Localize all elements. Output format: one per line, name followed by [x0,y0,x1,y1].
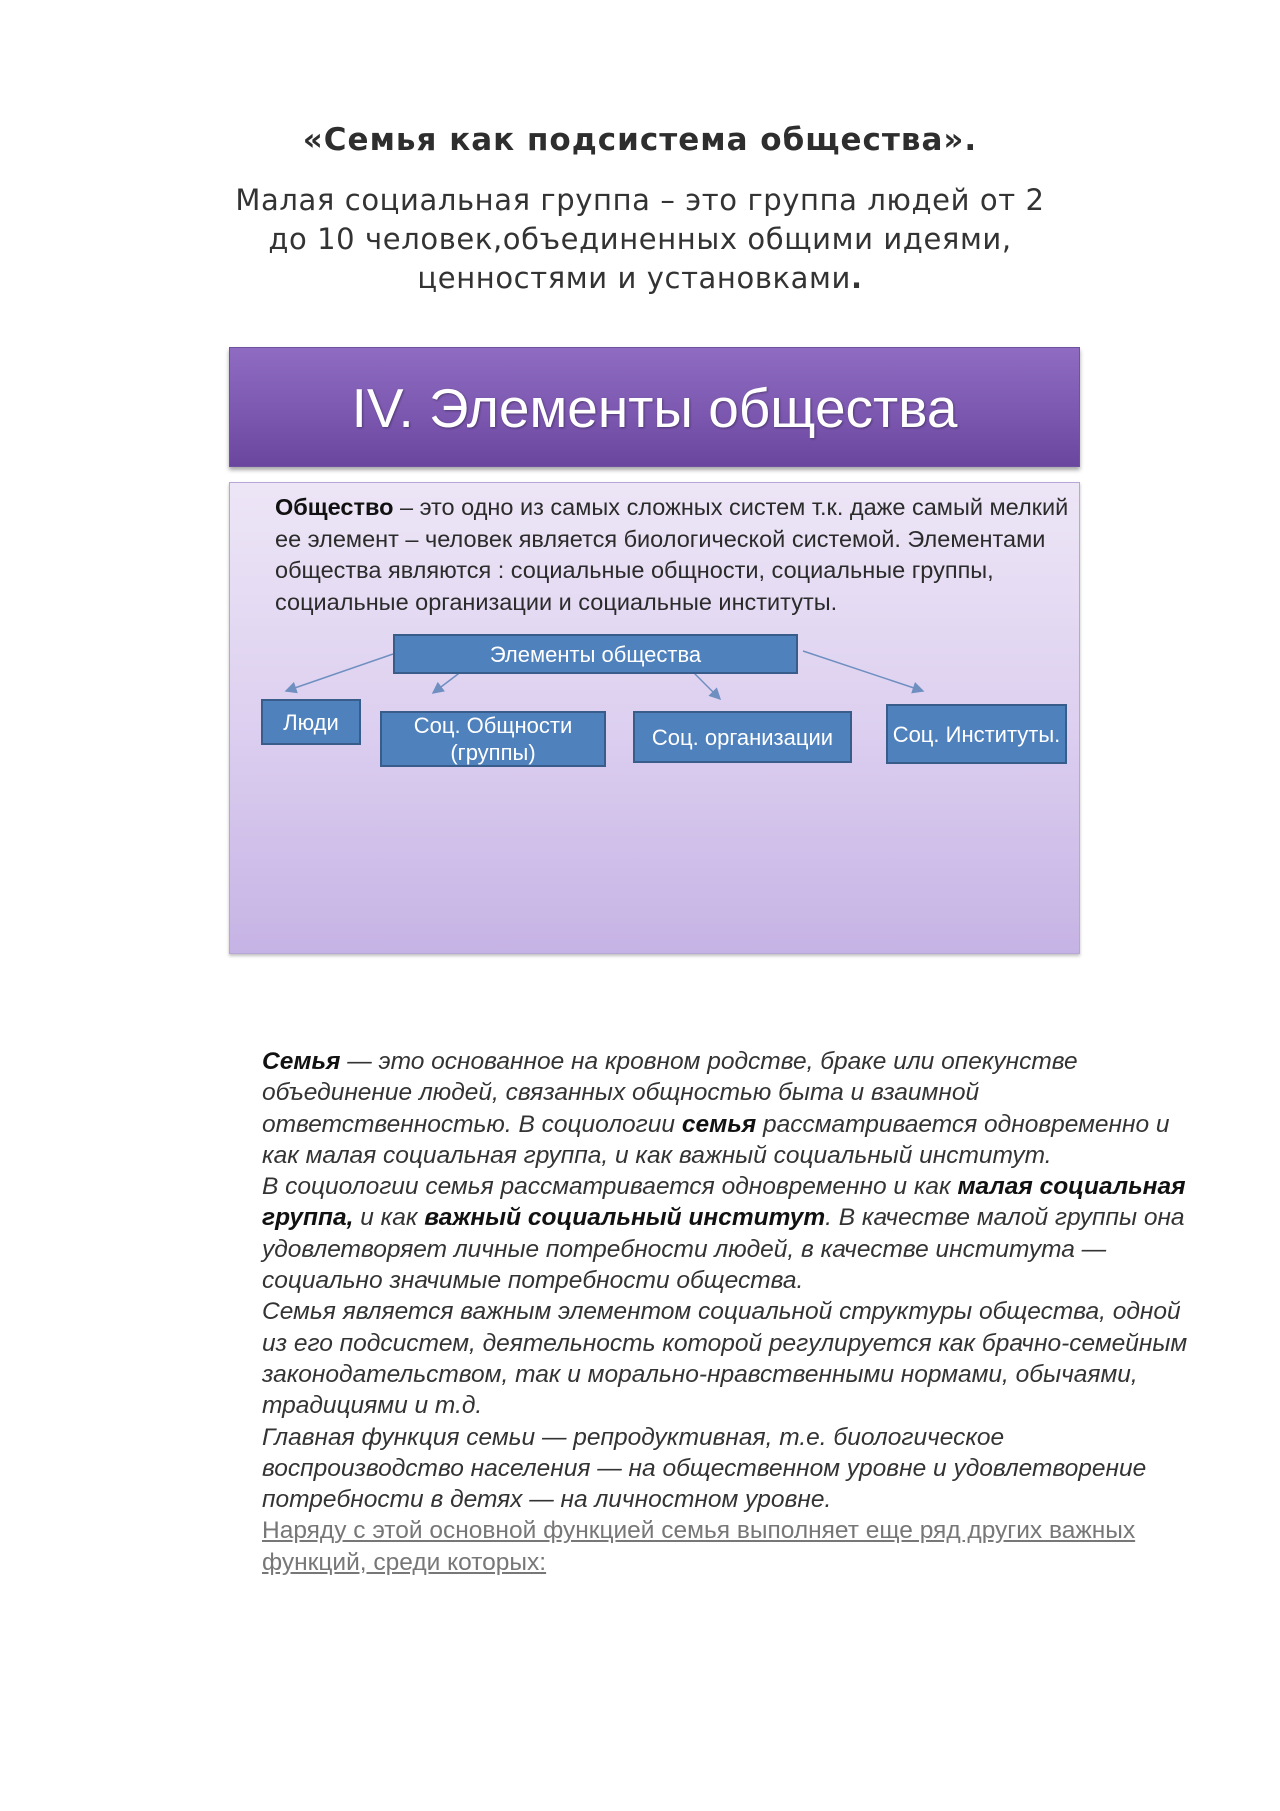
document-subtitle [225,181,1055,298]
document-title: «Семья как подсистема общества». [302,122,978,158]
subtitle-end: . [850,261,863,295]
diagram-node-organizations: Соц. организации [633,711,852,763]
diagram-node-people: Люди [261,699,361,745]
article-paragraph: Главная функция семьи — репродуктивная, т.е. биологическое воспроизводство населения — на общественном уровне и удовлетворение потребности в детях — на личностном уровне. [262,1423,1147,1514]
connector-line [692,671,720,699]
article-link[interactable]: Наряду с этой основной функцией семья выполняет еще ряд других важных функций, среди которых: [262,1517,1136,1576]
definition-text: – это одно из самых сложных систем т.к. даже самый мелкий ее элемент – человек является биологической системой. Элементами общества являются : социальные общности, социальные группы, социальные организации и социальные институты. [275,494,1069,615]
paragraph-text: и как [353,1204,425,1232]
diagram-node-communities: Соц. Общности (группы) [380,711,606,767]
article-paragraph: Семья является важным элементом социальной структуры общества, одной из его подсистем, деятельность которой регулируется как брачно-семейным законодательством, так и морально-нравственными нормами, обычаями, традициями и т.д. [262,1298,1188,1420]
definition-term: Общество [275,494,394,520]
paragraph-text: . В качестве малой группы она удовлетворяет личные потребности людей, в качестве института — социально значимые потребности общества. [262,1204,1185,1295]
term-small-group: малая социальная группа, [262,1173,1186,1232]
paragraph-text: рассматривается одновременно и как малая социальная группа, и как важный социальный институт. [262,1110,1170,1169]
term-social-institution: важный социальный институт [424,1204,826,1232]
term-family: Семья [262,1048,341,1075]
diagram-node-institutions: Соц. Институты. [886,704,1067,764]
slide-title: IV. Элементы общества [351,377,958,439]
connector-line [433,671,462,693]
diagram-root-node: Элементы общества [393,634,798,674]
paragraph-text: В социологии семья рассматривается одновременно и как [262,1173,958,1201]
connector-line [803,651,923,691]
article-paragraph [262,1046,1192,1171]
paragraph-text: — это основанное на кровном родстве, браке или опекунстве объединение людей, связанных общностью быта и взаимной ответственностью. В социологии [262,1048,1078,1138]
term-family-2: семья [681,1110,757,1138]
slide-header [229,347,1080,467]
article-body [262,1046,1192,1578]
subtitle-text: Малая социальная группа – это группа людей от 2 до 10 человек,объединенных общими идеями, ценностями и установками [235,183,1045,295]
connector-line [286,654,393,691]
slide-body [229,482,1080,954]
slide-definition [275,492,1075,618]
article-paragraph [262,1171,1192,1296]
